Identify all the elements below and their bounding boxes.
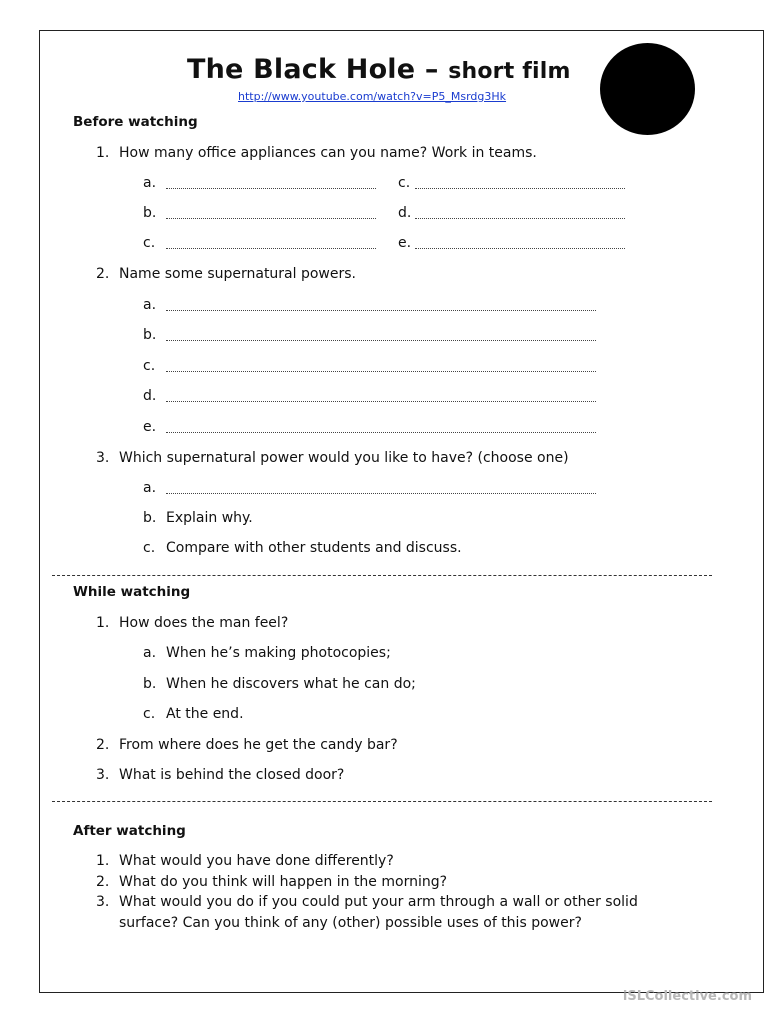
before-q3-item-a: a. (143, 480, 157, 496)
after-q2-number: 2. (96, 874, 110, 890)
while-q1-item-c: c. (143, 706, 156, 722)
while-q1-item-a-text: When he’s making photocopies; (166, 645, 391, 661)
while-q1-number: 1. (96, 615, 110, 631)
after-q3-text-line1: What would you do if you could put your arm through a wall or other solid (119, 894, 638, 910)
before-q1-item-c: c. (398, 175, 411, 191)
answer-line[interactable] (166, 188, 376, 189)
before-q2-item-c: c. (143, 358, 156, 374)
while-q1-item-a: a. (143, 645, 157, 661)
black-hole-circle (600, 43, 695, 135)
before-q1-number: 1. (96, 145, 110, 161)
answer-line[interactable] (166, 248, 376, 249)
after-watching-heading: After watching (73, 823, 186, 839)
before-q3-number: 3. (96, 450, 110, 466)
before-watching-heading: Before watching (73, 114, 198, 130)
after-q1-text: What would you have done differently? (119, 853, 394, 869)
while-q1-item-b-text: When he discovers what he can do; (166, 676, 416, 692)
answer-line[interactable] (166, 340, 596, 341)
before-q2-item-a: a. (143, 297, 157, 313)
before-q2-text: Name some supernatural powers. (119, 266, 356, 282)
while-q3-number: 3. (96, 767, 110, 783)
answer-line[interactable] (415, 218, 625, 219)
before-q2-item-b: b. (143, 327, 157, 343)
worksheet-title: The Black Hole – short film (187, 54, 571, 85)
answer-line[interactable] (166, 432, 596, 433)
while-watching-heading: While watching (73, 584, 191, 600)
before-q2-item-d: d. (143, 388, 157, 404)
section-divider (52, 801, 712, 802)
before-q1-item-d: d. (398, 205, 412, 221)
answer-line[interactable] (415, 188, 625, 189)
before-q3-text: Which supernatural power would you like to have? (choose one) (119, 450, 569, 466)
before-q1-item-a: a. (143, 175, 157, 191)
answer-line[interactable] (166, 371, 596, 372)
after-q1-number: 1. (96, 853, 110, 869)
youtube-link[interactable]: http://www.youtube.com/watch?v=P5_Msrdg3Hk (238, 90, 507, 103)
before-q1-item-e: e. (398, 235, 412, 251)
before-q1-item-c-left: c. (143, 235, 156, 251)
before-q3-item-b-text: Explain why. (166, 510, 253, 526)
while-q1-item-c-text: At the end. (166, 706, 244, 722)
before-q3-item-c-text: Compare with other students and discuss. (166, 540, 462, 556)
before-q1-item-b: b. (143, 205, 157, 221)
after-q3-text-line2: surface? Can you think of any (other) possible uses of this power? (119, 915, 582, 931)
after-q2-text: What do you think will happen in the morning? (119, 874, 448, 890)
before-q2-number: 2. (96, 266, 110, 282)
answer-line[interactable] (166, 310, 596, 311)
while-q2-text: From where does he get the candy bar? (119, 737, 398, 753)
before-q2-item-e: e. (143, 419, 157, 435)
while-q1-text: How does the man feel? (119, 615, 289, 631)
while-q2-number: 2. (96, 737, 110, 753)
while-q3-text: What is behind the closed door? (119, 767, 345, 783)
section-divider (52, 575, 712, 576)
answer-line[interactable] (166, 493, 596, 494)
after-q3-number: 3. (96, 894, 110, 910)
before-q3-item-c: c. (143, 540, 156, 556)
answer-line[interactable] (166, 218, 376, 219)
answer-line[interactable] (166, 401, 596, 402)
site-watermark: iSLCollective.com (622, 989, 752, 1004)
before-q1-text: How many office appliances can you name? Work in teams. (119, 145, 537, 161)
answer-line[interactable] (415, 248, 625, 249)
while-q1-item-b: b. (143, 676, 157, 692)
before-q3-item-b: b. (143, 510, 157, 526)
